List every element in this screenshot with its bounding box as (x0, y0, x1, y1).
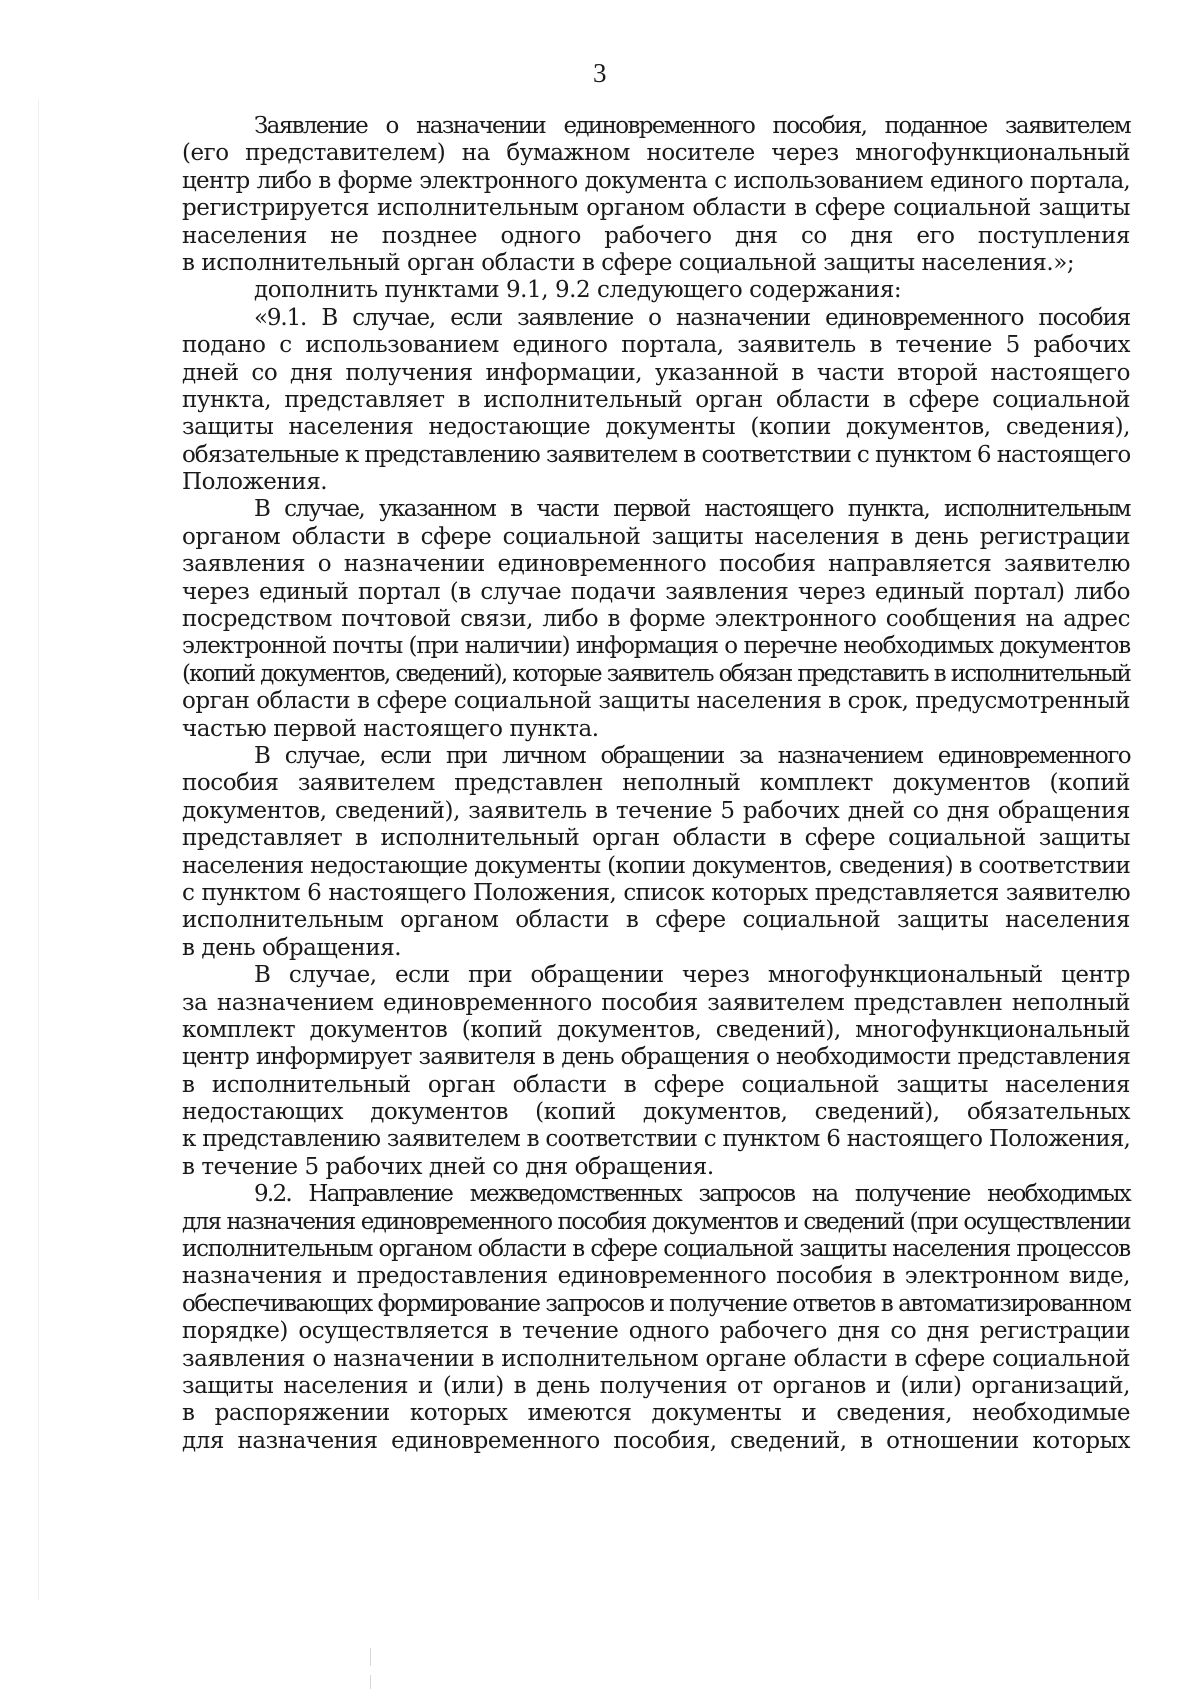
text-line: В случае, если при личном обращении за назначением единовременного (254, 742, 1130, 769)
text-line: в течение 5 рабочих дней со дня обращения. (182, 1153, 714, 1180)
text-line: частью первой настоящего пункта. (182, 715, 599, 742)
text-line: документов, сведений), заявитель в течение 5 рабочих дней со дня обращения (182, 797, 1130, 824)
text-line: исполнительным органом области в сфере социальной защиты населения процессов (182, 1236, 1130, 1263)
text-line: заявления о назначении единовременного пособия направляется заявителю (182, 551, 1130, 578)
scan-edge-mark (370, 1675, 371, 1689)
text-line: пособия заявителем представлен неполный комплект документов (копий (182, 770, 1130, 797)
text-line: недостающих документов (копий документов, сведений), обязательных (182, 1099, 1130, 1126)
text-line: к представлению заявителем в соответствии с пунктом 6 настоящего Положения, (182, 1126, 1130, 1153)
text-line: населения не позднее одного рабочего дня со дня его поступления (182, 222, 1130, 249)
page-number: 3 (593, 58, 607, 88)
text-line: центр информирует заявителя в день обращения о необходимости представления (182, 1044, 1130, 1071)
text-line: 9.2. Направление межведомственных запросов на получение необходимых (254, 1181, 1130, 1208)
text-line: за назначением единовременного пособия заявителем представлен неполный (182, 989, 1130, 1016)
text-line: назначения и предоставления единовременного пособия в электронном виде, (182, 1263, 1130, 1290)
text-line: регистрируется исполнительным органом области в сфере социальной защиты (182, 195, 1130, 222)
text-line: представляет в исполнительный орган области в сфере социальной защиты (182, 825, 1130, 852)
text-line: пункта, представляет в исполнительный орган области в сфере социальной (182, 386, 1130, 413)
text-line: в распоряжении которых имеются документы и сведения, необходимые (182, 1400, 1130, 1427)
text-line: (его представителем) на бумажном носителе через многофункциональный (182, 140, 1130, 167)
text-line: порядке) осуществляется в течение одного рабочего дня со дня регистрации (182, 1318, 1130, 1345)
text-line: электронной почты (при наличии) информация о перечне необходимых документов (182, 633, 1130, 660)
text-line: дополнить пунктами 9.1, 9.2 следующего содержания: (254, 277, 902, 304)
text-line: Положения. (182, 469, 328, 496)
text-line: органом области в сфере социальной защиты населения в день регистрации (182, 523, 1130, 550)
document-body (182, 113, 1130, 1455)
text-line: центр либо в форме электронного документа с использованием единого портала, (182, 167, 1130, 194)
text-line: дней со дня получения информации, указанной в части второй настоящего (182, 359, 1130, 386)
text-line: «9.1. В случае, если заявление о назначении единовременного пособия (254, 304, 1130, 331)
text-line: обеспечивающих формирование запросов и получение ответов в автоматизированном (182, 1290, 1131, 1317)
text-line: В случае, если при обращении через многофункциональный центр (254, 962, 1130, 989)
scan-edge-mark (38, 100, 39, 1600)
text-line: через единый портал (в случае подачи заявления через единый портал) либо (182, 578, 1130, 605)
text-line: подано с использованием единого портала, заявитель в течение 5 рабочих (182, 332, 1130, 359)
text-line: посредством почтовой связи, либо в форме электронного сообщения на адрес (182, 606, 1130, 633)
text-line: обязательные к представлению заявителем в соответствии с пунктом 6 настоящего (182, 441, 1131, 468)
text-line: в исполнительный орган области в сфере социальной защиты населения.»; (182, 249, 1075, 276)
text-line: (копий документов, сведений), которые заявитель обязан представить в исполнительный (182, 660, 1130, 687)
scan-edge-mark (370, 1648, 371, 1666)
text-line: для назначения единовременного пособия, сведений, в отношении которых (182, 1427, 1130, 1454)
text-line: в исполнительный орган области в сфере социальной защиты населения (182, 1071, 1130, 1098)
text-line: с пунктом 6 настоящего Положения, список которых представляется заявителю (182, 879, 1130, 906)
text-line: населения недостающие документы (копии документов, сведения) в соответствии (182, 852, 1130, 879)
text-line: исполнительным органом области в сфере социальной защиты населения (182, 907, 1130, 934)
text-line: заявления о назначении в исполнительном органе области в сфере социальной (182, 1345, 1130, 1372)
text-line: защиты населения недостающие документы (копии документов, сведения), (182, 414, 1130, 441)
text-line: в день обращения. (182, 934, 402, 961)
text-line: защиты населения и (или) в день получения от органов и (или) организаций, (182, 1372, 1130, 1399)
text-line: для назначения единовременного пособия документов и сведений (при осуществлении (182, 1208, 1130, 1235)
text-line: Заявление о назначении единовременного пособия, поданное заявителем (254, 113, 1130, 139)
text-line: орган области в сфере социальной защиты населения в срок, предусмотренный (182, 688, 1130, 715)
text-line: комплект документов (копий документов, сведений), многофункциональный (182, 1016, 1130, 1043)
text-line: В случае, указанном в части первой настоящего пункта, исполнительным (254, 496, 1130, 523)
